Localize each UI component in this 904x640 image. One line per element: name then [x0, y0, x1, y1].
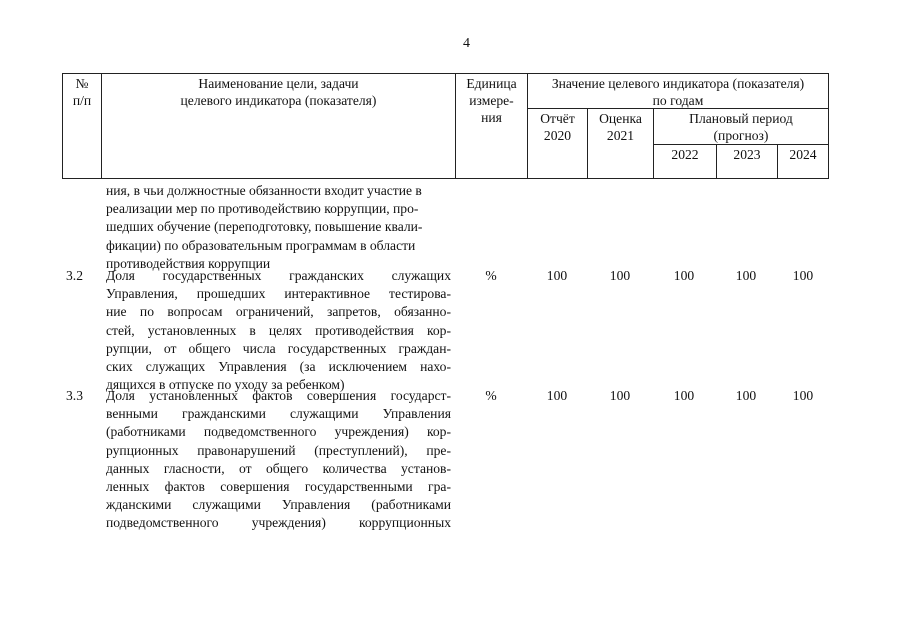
row-value-2022: 100 — [673, 388, 695, 403]
header-year-2023: 2023 — [733, 147, 761, 162]
header-year-2022: 2022 — [671, 147, 699, 162]
row-description: Доля государственных гражданских служащих Управления, прошедших интерактивное тестирова- ние по вопросам ограничений, запретов, обязанно- стей, установленных в целях противодействия кор- рупции, от общего числа государственных граждан- ских служащих Управления (за исключением нахо- дящихся в отпуске по уходу за ребенком) — [106, 268, 451, 393]
header-col-name: Наименование цели, задачи целевого индикатора (показателя) — [180, 76, 377, 108]
header-col-plan: Плановый период (прогноз) — [689, 111, 793, 143]
row-unit: % — [485, 388, 497, 403]
header-year-2024: 2024 — [789, 147, 817, 162]
header-vline — [828, 73, 829, 179]
continuation-text: ния, в чьи должностные обязанности входит участие в реализации мер по противодействию коррупции, про- шедших обучение (переподготовку, повышение квали- фикации) по образовательным программам в области противодействия коррупции — [106, 183, 423, 271]
header-col-values: Значение целевого индикатора (показателя) по годам — [551, 76, 805, 108]
row-description: Доля установленных фактов совершения государст- венными гражданскими служащими Управления (работниками подведомственного учреждения) кор- рупционных правонарушений (преступлений), пре- данных гласности, от общего количества установ- ленных фактов совершения государственными гра- жданскими служащими Управления (работниками подведомственного учреждения) коррупционных — [106, 388, 451, 531]
row-value-2023: 100 — [735, 268, 757, 283]
row-value-2020: 100 — [546, 268, 568, 283]
row-number: 3.3 — [66, 388, 83, 403]
row-value-2022: 100 — [673, 268, 695, 283]
row-value-2021: 100 — [609, 268, 631, 283]
header-bottom-border — [62, 178, 829, 179]
row-value-2023: 100 — [735, 388, 757, 403]
row-value-2021: 100 — [609, 388, 631, 403]
header-col-report: Отчёт 2020 — [540, 111, 575, 143]
row-unit: % — [485, 268, 497, 283]
row-value-2020: 100 — [546, 388, 568, 403]
row-value-2024: 100 — [792, 268, 814, 283]
header-col-number: № п/п — [72, 76, 92, 108]
row-value-2024: 100 — [792, 388, 814, 403]
header-col-unit: Единица измере- ния — [466, 76, 517, 125]
header-col-estimate: Оценка 2021 — [599, 111, 642, 143]
row-number: 3.2 — [66, 268, 83, 283]
page-number: 4 — [463, 36, 470, 51]
